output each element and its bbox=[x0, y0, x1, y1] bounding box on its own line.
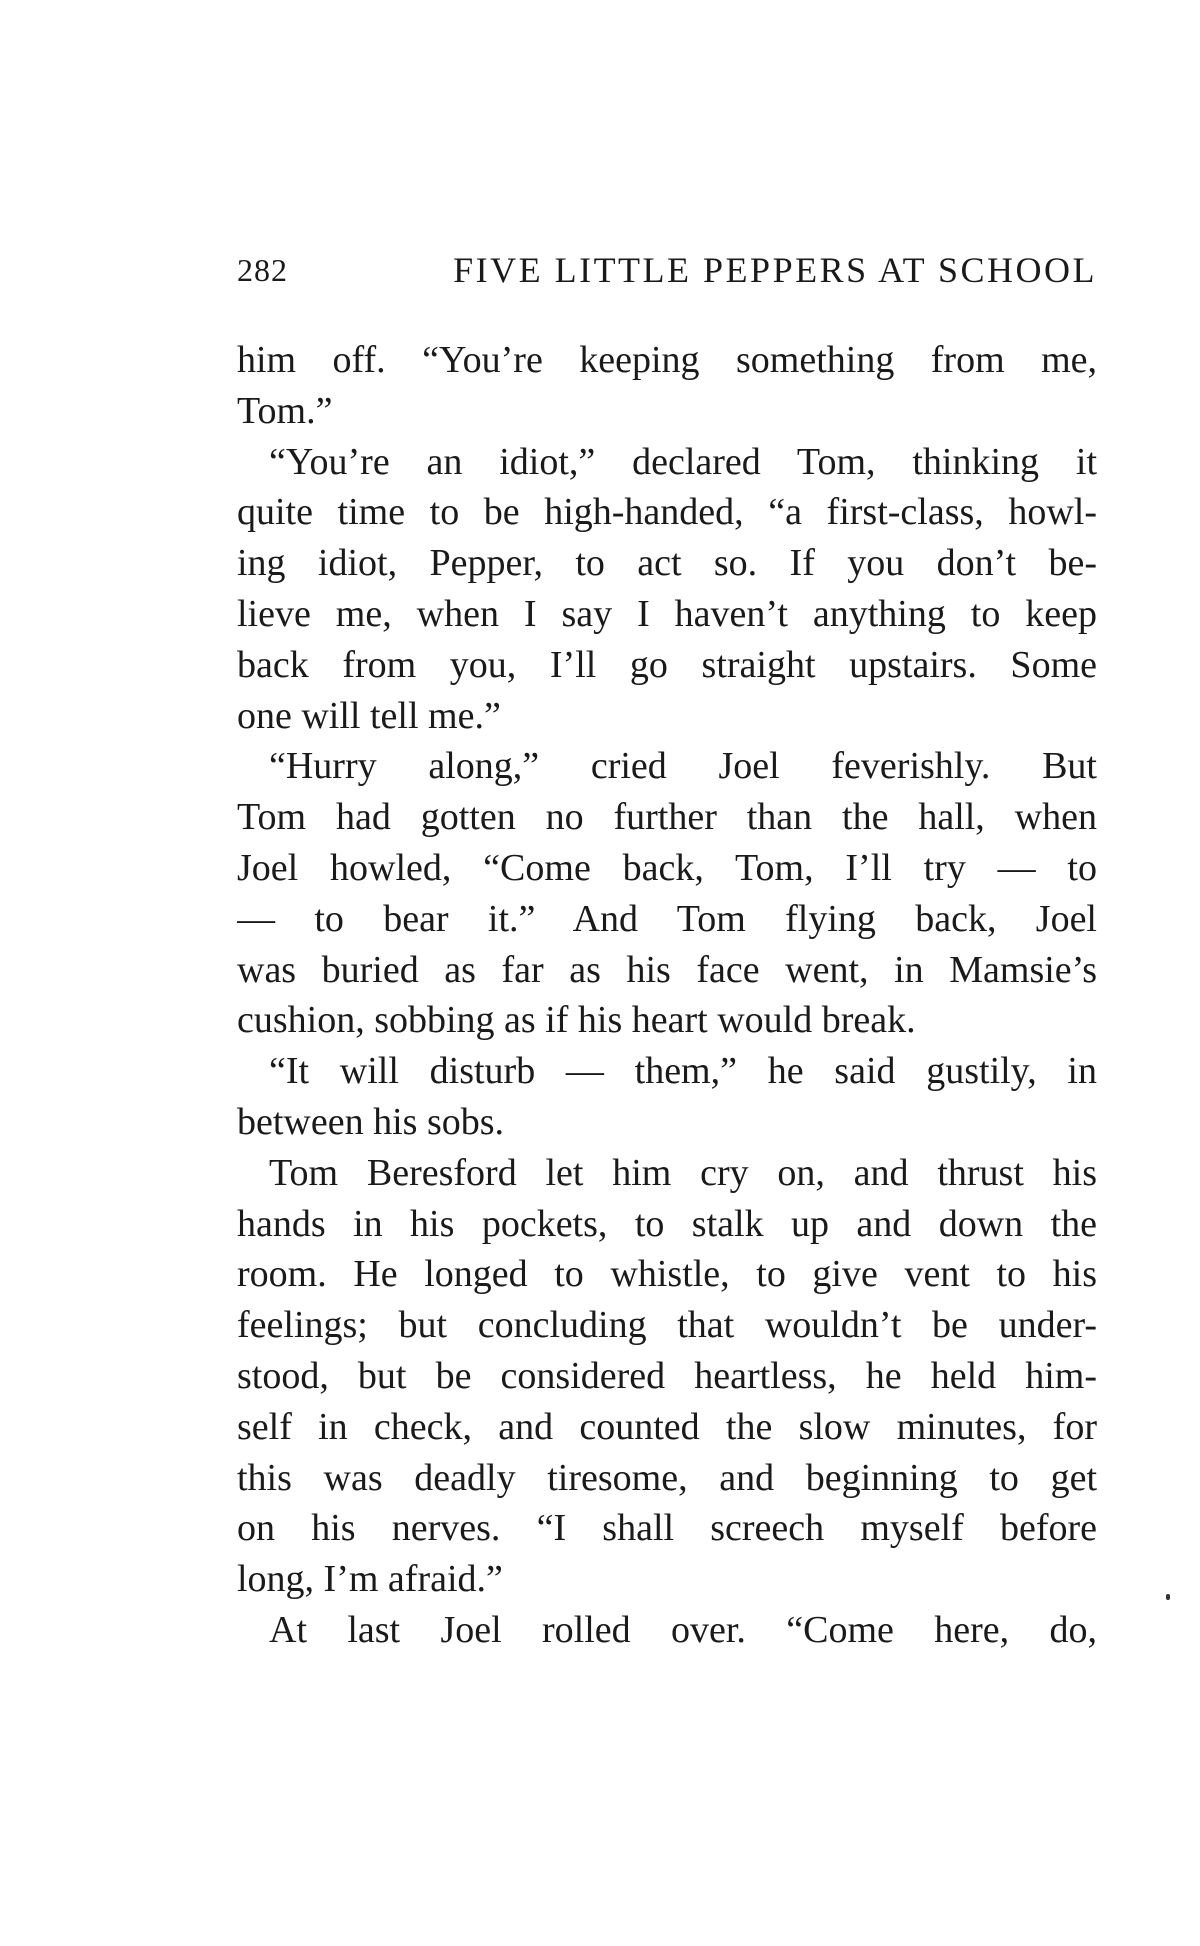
text-line: self in check, and counted the slow minutes, for bbox=[237, 1405, 1097, 1448]
text-line: “It will disturb — them,” he said gustily, in bbox=[269, 1050, 1097, 1093]
text-line: between his sobs. bbox=[237, 1100, 505, 1143]
text-line: Tom.” bbox=[237, 389, 333, 432]
page-number: 282 bbox=[237, 252, 288, 288]
text-line: At last Joel rolled over. “Come here, do, bbox=[269, 1608, 1097, 1651]
text-line: “Hurry along,” cried Joel feverishly. But bbox=[269, 745, 1097, 788]
text-line: lieve me, when I say I haven’t anything to keep bbox=[237, 592, 1097, 635]
text-line: room. He longed to whistle, to give vent to his bbox=[237, 1253, 1097, 1296]
text-line: ing idiot, Pepper, to act so. If you don’t be- bbox=[237, 542, 1097, 585]
running-head bbox=[237, 250, 1097, 290]
text-line: on his nerves. “I shall screech myself before bbox=[237, 1507, 1097, 1550]
text-line: “You’re an idiot,” declared Tom, thinking it bbox=[269, 440, 1097, 483]
text-line: one will tell me.” bbox=[237, 694, 501, 737]
text-line: stood, but be considered heartless, he held him- bbox=[237, 1354, 1097, 1397]
ink-speck bbox=[1166, 1594, 1170, 1600]
text-line: — to bear it.” And Tom flying back, Joel bbox=[237, 897, 1097, 940]
text-line: Joel howled, “Come back, Tom, I’ll try — to bbox=[237, 846, 1097, 889]
text-line: him off. “You’re keeping something from me, bbox=[237, 339, 1097, 381]
text-line: hands in his pockets, to stalk up and down the bbox=[237, 1202, 1097, 1245]
text-line: Tom had gotten no further than the hall, when bbox=[237, 796, 1097, 839]
running-title: FIVE LITTLE PEPPERS AT SCHOOL bbox=[453, 250, 1097, 290]
text-line: was buried as far as his face went, in Mamsie’s bbox=[237, 948, 1097, 991]
text-line: feelings; but concluding that wouldn’t be under- bbox=[237, 1304, 1097, 1347]
text-line: this was deadly tiresome, and beginning to get bbox=[237, 1456, 1097, 1499]
text-line: back from you, I’ll go straight upstairs. Some bbox=[237, 643, 1097, 686]
text-line: Tom Beresford let him cry on, and thrust his bbox=[269, 1151, 1097, 1194]
text-line: long, I’m afraid.” bbox=[237, 1558, 503, 1601]
body-text bbox=[237, 335, 1097, 1656]
text-line: quite time to be high-handed, “a first-class, howl- bbox=[237, 491, 1097, 534]
text-line: cushion, sobbing as if his heart would break. bbox=[237, 999, 916, 1042]
